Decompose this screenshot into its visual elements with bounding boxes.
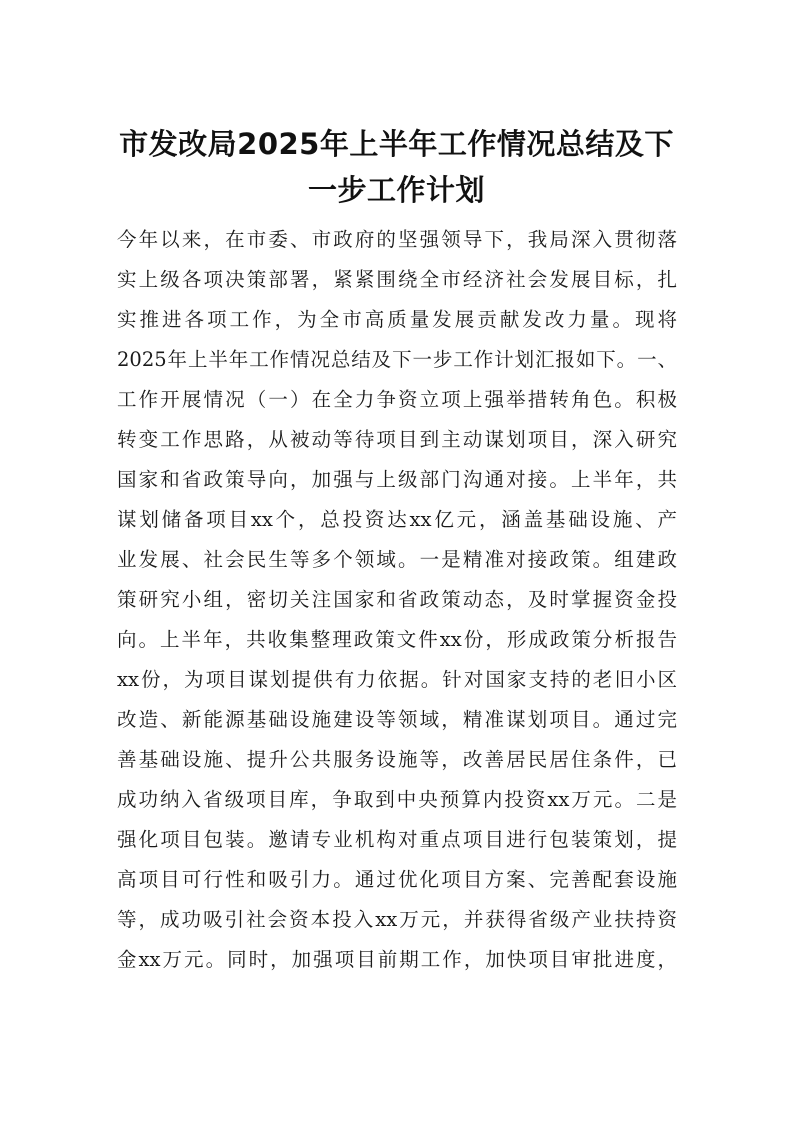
body-line: 工作开展情况（一）在全力争资立项上强举措转角色。积极 — [117, 388, 677, 411]
body-line: 强化项目包装。邀请专业机构对重点项目进行包装策划，提 — [117, 828, 677, 851]
body-line: 向。上半年，共收集整理政策文件xx份，形成政策分析报告 — [117, 628, 677, 651]
body-line: 善基础设施、提升公共服务设施等，改善居民居住条件，已 — [117, 748, 677, 771]
body-line: 高项目可行性和吸引力。通过优化项目方案、完善配套设施 — [117, 868, 677, 891]
body-line: 实上级各项决策部署，紧紧围绕全市经济社会发展目标，扎 — [117, 268, 677, 291]
body-line: 金xx万元。同时，加强项目前期工作，加快项目审批进度， — [117, 948, 677, 971]
body-line: 今年以来，在市委、市政府的坚强领导下，我局深入贯彻落 — [117, 228, 677, 251]
body-line: 策研究小组，密切关注国家和省政策动态，及时掌握资金投 — [117, 588, 677, 611]
document-title-line-2: 一步工作计划 — [307, 173, 485, 207]
body-line: 谋划储备项目xx个，总投资达xx亿元，涵盖基础设施、产 — [117, 508, 677, 531]
document-body — [117, 220, 677, 980]
body-line: 业发展、社会民生等多个领域。一是精准对接政策。组建政 — [117, 548, 677, 571]
body-line: 改造、新能源基础设施建设等领域，精准谋划项目。通过完 — [117, 708, 677, 731]
body-line: xx份，为项目谋划提供有力依据。针对国家支持的老旧小区 — [117, 668, 677, 691]
body-line: 转变工作思路，从被动等待项目到主动谋划项目，深入研究 — [117, 428, 677, 451]
body-line: 国家和省政策导向，加强与上级部门沟通对接。上半年，共 — [117, 468, 677, 491]
body-line: 实推进各项工作，为全市高质量发展贡献发改力量。现将 — [117, 308, 677, 331]
body-line: 等，成功吸引社会资本投入xx万元，并获得省级产业扶持资 — [117, 908, 677, 931]
body-line: 成功纳入省级项目库，争取到中央预算内投资xx万元。二是 — [117, 788, 677, 811]
document-title-line-1: 市发改局2025年上半年工作情况总结及下 — [119, 127, 674, 161]
body-line: 2025年上半年工作情况总结及下一步工作计划汇报如下。一、 — [117, 348, 677, 371]
